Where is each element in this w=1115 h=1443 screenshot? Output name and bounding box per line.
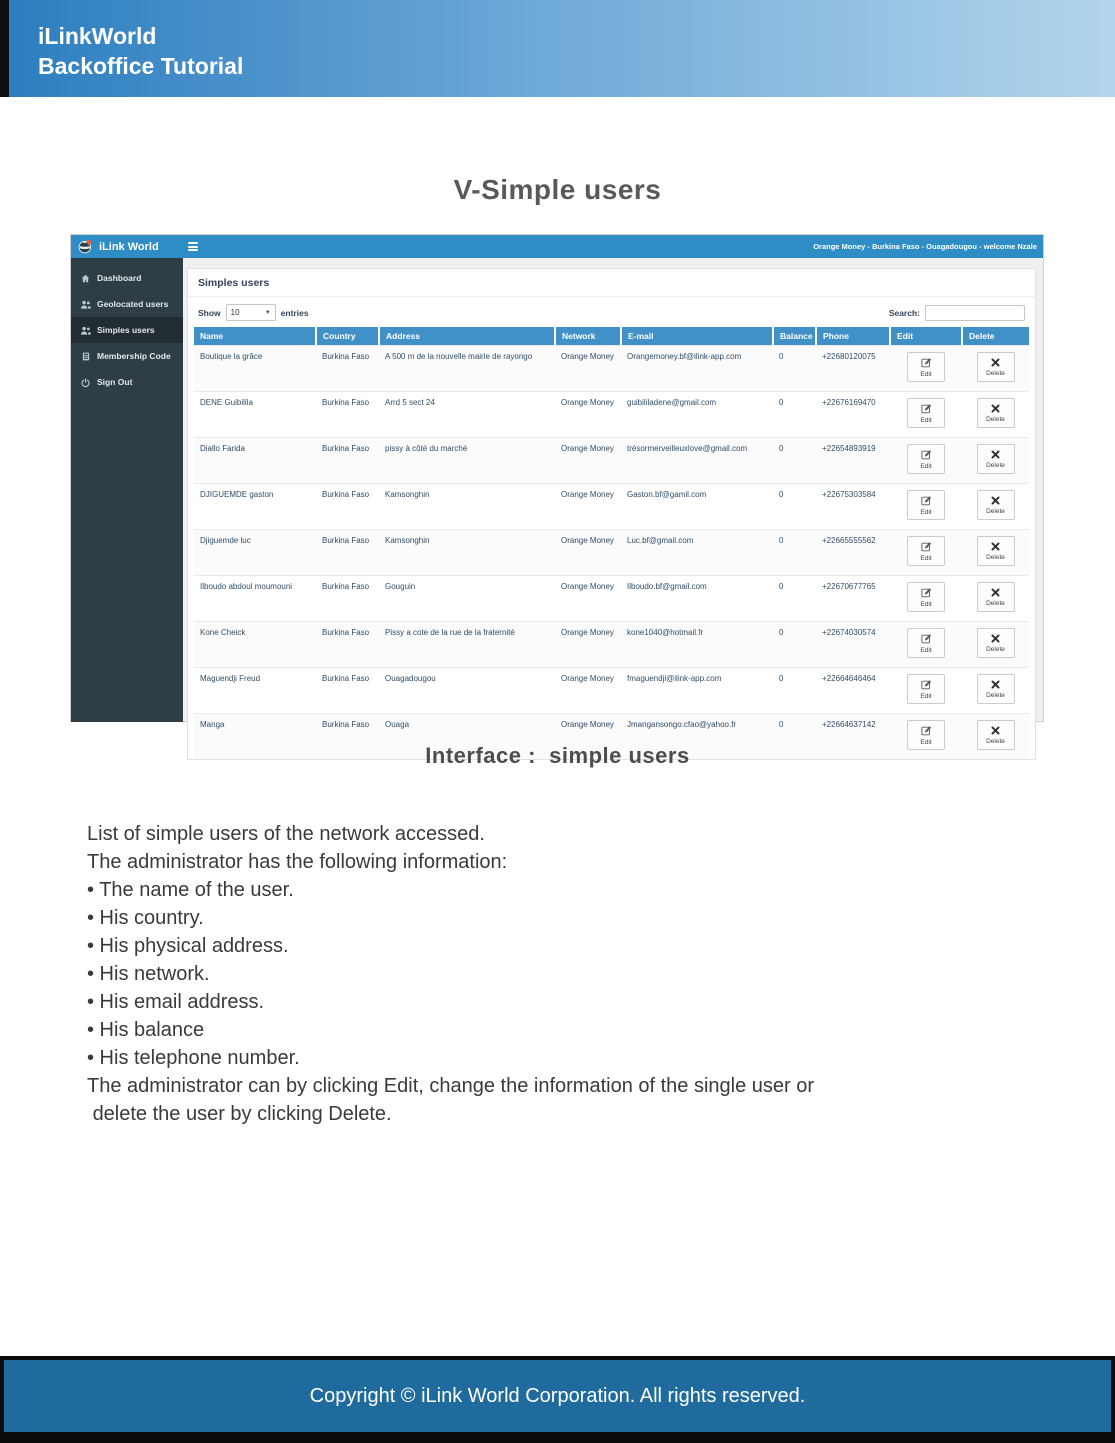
address-cell: Gouguin bbox=[379, 576, 555, 622]
app-brand[interactable] bbox=[71, 235, 183, 258]
table-row bbox=[194, 346, 1029, 392]
table-header-row bbox=[194, 327, 1029, 346]
users-icon bbox=[80, 326, 91, 335]
body-text-line: • His email address. bbox=[87, 991, 265, 1013]
name-cell: Maguendji Freud bbox=[194, 668, 316, 714]
phone-cell: +22665555562 bbox=[816, 530, 890, 576]
email-cell: Luc.bf@gmail.com bbox=[621, 530, 773, 576]
home-icon bbox=[80, 274, 91, 283]
main-area bbox=[183, 258, 1043, 746]
search-label: Search: bbox=[888, 307, 920, 318]
sidebar-item-sign-out[interactable] bbox=[71, 369, 183, 395]
table-row bbox=[194, 484, 1029, 530]
pencil-square-icon bbox=[921, 725, 932, 738]
pencil-square-icon bbox=[921, 403, 932, 416]
delete-cell bbox=[962, 576, 1029, 622]
network-cell: Orange Money bbox=[555, 622, 621, 668]
body-text-line: The administrator can by clicking Edit, change the information of the single user or bbox=[87, 1075, 815, 1097]
edit-button-label: Edit bbox=[920, 508, 932, 516]
edit-cell bbox=[890, 484, 962, 530]
balance-cell: 0 bbox=[773, 622, 816, 668]
edit-button[interactable] bbox=[907, 628, 945, 658]
network-cell: Orange Money bbox=[555, 392, 621, 438]
body-text-line: delete the user by clicking Delete. bbox=[87, 1103, 392, 1125]
table-body bbox=[194, 346, 1029, 760]
x-icon bbox=[991, 496, 1000, 507]
column-header-name[interactable]: Name bbox=[194, 327, 316, 346]
network-cell: Orange Money bbox=[555, 714, 621, 760]
delete-button-label: Delete bbox=[986, 461, 1005, 469]
delete-cell bbox=[962, 622, 1029, 668]
delete-cell bbox=[962, 346, 1029, 392]
network-cell: Orange Money bbox=[555, 530, 621, 576]
app-brand-name: iLink World bbox=[99, 240, 159, 253]
column-header-edit[interactable]: Edit bbox=[890, 327, 962, 346]
x-icon bbox=[991, 680, 1000, 691]
body-text-line: List of simple users of the network accessed. bbox=[87, 823, 485, 845]
country-cell: Burkina Faso bbox=[316, 484, 379, 530]
delete-button[interactable] bbox=[977, 628, 1015, 658]
power-icon bbox=[80, 378, 91, 387]
edit-button-label: Edit bbox=[920, 738, 932, 746]
doc-header bbox=[0, 0, 1115, 97]
x-icon bbox=[991, 542, 1000, 553]
edit-button-label: Edit bbox=[920, 462, 932, 470]
edit-cell bbox=[890, 438, 962, 484]
search-input[interactable] bbox=[925, 305, 1025, 321]
delete-button-label: Delete bbox=[986, 599, 1005, 607]
edit-button[interactable] bbox=[907, 582, 945, 612]
sidebar-item-label: Geolocated users bbox=[97, 299, 169, 309]
sidebar-item-label: Membership Code bbox=[97, 351, 171, 361]
phone-cell: +22675303584 bbox=[816, 484, 890, 530]
page-edge-strip bbox=[0, 0, 9, 97]
email-cell: Orangemoney.bf@ilink-app.com bbox=[621, 346, 773, 392]
pencil-square-icon bbox=[921, 633, 932, 646]
phone-cell: +22654893919 bbox=[816, 438, 890, 484]
sidebar-item-membership-code[interactable] bbox=[71, 343, 183, 369]
screenshot-caption: Interface : simple users bbox=[425, 743, 690, 768]
edit-button[interactable] bbox=[907, 536, 945, 566]
delete-button[interactable] bbox=[977, 352, 1015, 382]
edit-button-label: Edit bbox=[920, 646, 932, 654]
email-cell: kone1040@hotmail.fr bbox=[621, 622, 773, 668]
pencil-square-icon bbox=[921, 587, 932, 600]
x-icon bbox=[991, 450, 1000, 461]
edit-button-label: Edit bbox=[920, 554, 932, 562]
edit-cell bbox=[890, 576, 962, 622]
table-row bbox=[194, 392, 1029, 438]
pencil-square-icon bbox=[921, 357, 932, 370]
body-text-line: • His telephone number. bbox=[87, 1047, 300, 1069]
app-screenshot bbox=[70, 234, 1044, 746]
page-size-select[interactable] bbox=[226, 304, 276, 321]
x-icon bbox=[991, 726, 1000, 737]
phone-cell: +22680120075 bbox=[816, 346, 890, 392]
hamburger-icon[interactable] bbox=[188, 242, 198, 251]
balance-cell: 0 bbox=[773, 530, 816, 576]
name-cell: Ilboudo abdoul moumouni bbox=[194, 576, 316, 622]
country-cell: Burkina Faso bbox=[316, 438, 379, 484]
address-cell: pissy à côté du marché bbox=[379, 438, 555, 484]
doc-header-title: iLinkWorld bbox=[38, 23, 157, 49]
name-cell: Boutique la grâce bbox=[194, 346, 316, 392]
delete-button[interactable] bbox=[977, 444, 1015, 474]
address-cell: Kamsonghin bbox=[379, 484, 555, 530]
delete-button-label: Delete bbox=[986, 415, 1005, 423]
delete-cell bbox=[962, 438, 1029, 484]
x-icon bbox=[991, 358, 1000, 369]
phone-cell: +22670677765 bbox=[816, 576, 890, 622]
body-text-line: • His network. bbox=[87, 963, 210, 985]
delete-button-label: Delete bbox=[986, 737, 1005, 745]
edit-button[interactable] bbox=[907, 398, 945, 428]
balance-cell: 0 bbox=[773, 668, 816, 714]
table-row bbox=[194, 668, 1029, 714]
delete-button-label: Delete bbox=[986, 691, 1005, 699]
edit-button-label: Edit bbox=[920, 692, 932, 700]
delete-button[interactable] bbox=[977, 674, 1015, 704]
doc-header-subtitle: Backoffice Tutorial bbox=[38, 53, 244, 79]
balance-cell: 0 bbox=[773, 714, 816, 760]
email-cell: Gaston.bf@gamil.com bbox=[621, 484, 773, 530]
email-cell: trésormerveilleuxlove@gmail.com bbox=[621, 438, 773, 484]
globe-pin-icon bbox=[78, 239, 93, 254]
email-cell: Jmangansongo.cfao@yahoo.fr bbox=[621, 714, 773, 760]
doc-footer-band bbox=[4, 1360, 1111, 1432]
body-text-line: • His country. bbox=[87, 907, 204, 929]
edit-button[interactable] bbox=[907, 490, 945, 520]
delete-button-label: Delete bbox=[986, 507, 1005, 515]
x-icon bbox=[991, 634, 1000, 645]
pencil-square-icon bbox=[921, 449, 932, 462]
network-cell: Orange Money bbox=[555, 576, 621, 622]
edit-button[interactable] bbox=[907, 444, 945, 474]
column-header-country[interactable]: Country bbox=[316, 327, 379, 346]
section-title: V-Simple users bbox=[453, 174, 662, 205]
delete-button[interactable] bbox=[977, 536, 1015, 566]
edit-button-label: Edit bbox=[920, 370, 932, 378]
balance-cell: 0 bbox=[773, 576, 816, 622]
chevron-down-icon: ▼ bbox=[264, 309, 271, 316]
delete-button[interactable] bbox=[977, 582, 1015, 612]
table-row bbox=[194, 576, 1029, 622]
footer-text: Copyright © iLink World Corporation. All rights reserved. bbox=[309, 1384, 806, 1407]
network-cell: Orange Money bbox=[555, 438, 621, 484]
body-text-line: • His balance bbox=[87, 1019, 205, 1041]
table-wrap bbox=[188, 327, 1035, 759]
delete-button[interactable] bbox=[977, 398, 1015, 428]
address-cell: Ouagadougou bbox=[379, 668, 555, 714]
address-cell: Kamsonghin bbox=[379, 530, 555, 576]
body-text-line: • The name of the user. bbox=[87, 879, 294, 901]
panel-title: Simples users bbox=[188, 269, 1035, 297]
column-header-address[interactable]: Address bbox=[379, 327, 555, 346]
name-cell: Manga bbox=[194, 714, 316, 760]
edit-cell bbox=[890, 622, 962, 668]
address-cell: A 500 m de la nouvelle mairie de rayongo bbox=[379, 346, 555, 392]
delete-cell bbox=[962, 530, 1029, 576]
sidebar-item-simples-users[interactable] bbox=[71, 317, 183, 343]
table-row bbox=[194, 622, 1029, 668]
email-cell: fmaguendji@ilink-app.com bbox=[621, 668, 773, 714]
entries-label: entries bbox=[280, 307, 309, 318]
column-header-balance[interactable]: Balance bbox=[773, 327, 816, 346]
edit-button[interactable] bbox=[907, 674, 945, 704]
address-cell: Arrd 5 sect 24 bbox=[379, 392, 555, 438]
country-cell: Burkina Faso bbox=[316, 668, 379, 714]
name-cell: Diallo Farida bbox=[194, 438, 316, 484]
delete-button-label: Delete bbox=[986, 553, 1005, 561]
address-cell: Ouaga bbox=[379, 714, 555, 760]
delete-button-label: Delete bbox=[986, 369, 1005, 377]
sidebar-item-dashboard[interactable] bbox=[71, 265, 183, 291]
sidebar-item-label: Sign Out bbox=[97, 377, 133, 387]
membership-icon bbox=[80, 352, 91, 361]
edit-button[interactable] bbox=[907, 352, 945, 382]
x-icon bbox=[991, 588, 1000, 599]
body-text-line: The administrator has the following information: bbox=[87, 851, 508, 873]
country-cell: Burkina Faso bbox=[316, 530, 379, 576]
column-header-phone[interactable]: Phone bbox=[816, 327, 890, 346]
page-size-value: 10 bbox=[230, 308, 240, 317]
edit-button-label: Edit bbox=[920, 416, 932, 424]
network-cell: Orange Money bbox=[555, 484, 621, 530]
delete-button[interactable] bbox=[977, 490, 1015, 520]
navbar-status: Orange Money - Burkina Faso - Ouagadougou - welcome Nzale bbox=[813, 242, 1037, 251]
balance-cell: 0 bbox=[773, 392, 816, 438]
column-header-delete[interactable]: Delete bbox=[962, 327, 1029, 346]
delete-button-label: Delete bbox=[986, 645, 1005, 653]
body-text bbox=[87, 820, 814, 1128]
delete-cell bbox=[962, 484, 1029, 530]
balance-cell: 0 bbox=[773, 484, 816, 530]
pencil-square-icon bbox=[921, 495, 932, 508]
pencil-square-icon bbox=[921, 679, 932, 692]
country-cell: Burkina Faso bbox=[316, 392, 379, 438]
balance-cell: 0 bbox=[773, 438, 816, 484]
column-header-network[interactable]: Network bbox=[555, 327, 621, 346]
balance-cell: 0 bbox=[773, 346, 816, 392]
sidebar-item-label: Simples users bbox=[97, 325, 155, 335]
sidebar-item-label: Dashboard bbox=[97, 273, 142, 283]
country-cell: Burkina Faso bbox=[316, 576, 379, 622]
phone-cell: +22664646464 bbox=[816, 668, 890, 714]
table-row bbox=[194, 530, 1029, 576]
phone-cell: +22674030574 bbox=[816, 622, 890, 668]
address-cell: Pissy a cote de la rue de la fraternité bbox=[379, 622, 555, 668]
body-text-line: • His physical address. bbox=[87, 935, 289, 957]
sidebar bbox=[71, 258, 183, 722]
sidebar-item-geolocated-users[interactable] bbox=[71, 291, 183, 317]
show-label: Show bbox=[198, 307, 221, 318]
network-cell: Orange Money bbox=[555, 668, 621, 714]
country-cell: Burkina Faso bbox=[316, 346, 379, 392]
simple-users-panel bbox=[187, 268, 1036, 760]
email-cell: guibililadene@gmail.com bbox=[621, 392, 773, 438]
delete-cell bbox=[962, 668, 1029, 714]
doc-footer bbox=[0, 1356, 1115, 1443]
name-cell: Kone Cheick bbox=[194, 622, 316, 668]
table-controls bbox=[188, 297, 1035, 327]
edit-cell bbox=[890, 530, 962, 576]
table-row bbox=[194, 438, 1029, 484]
phone-cell: +22664637142 bbox=[816, 714, 890, 760]
simple-users-table bbox=[194, 327, 1029, 759]
app-navbar bbox=[71, 235, 1043, 258]
country-cell: Burkina Faso bbox=[316, 714, 379, 760]
network-cell: Orange Money bbox=[555, 346, 621, 392]
name-cell: DJIGUEMDE gaston bbox=[194, 484, 316, 530]
users-icon bbox=[80, 300, 91, 309]
pencil-square-icon bbox=[921, 541, 932, 554]
delete-cell bbox=[962, 392, 1029, 438]
phone-cell: +22676169470 bbox=[816, 392, 890, 438]
email-cell: Ilboudo.bf@gmail.com bbox=[621, 576, 773, 622]
name-cell: DENE Guibilila bbox=[194, 392, 316, 438]
edit-cell bbox=[890, 346, 962, 392]
edit-button-label: Edit bbox=[920, 600, 932, 608]
country-cell: Burkina Faso bbox=[316, 622, 379, 668]
column-header-e-mail[interactable]: E-mail bbox=[621, 327, 773, 346]
x-icon bbox=[991, 404, 1000, 415]
edit-cell bbox=[890, 392, 962, 438]
edit-cell bbox=[890, 668, 962, 714]
name-cell: Djiguemde luc bbox=[194, 530, 316, 576]
